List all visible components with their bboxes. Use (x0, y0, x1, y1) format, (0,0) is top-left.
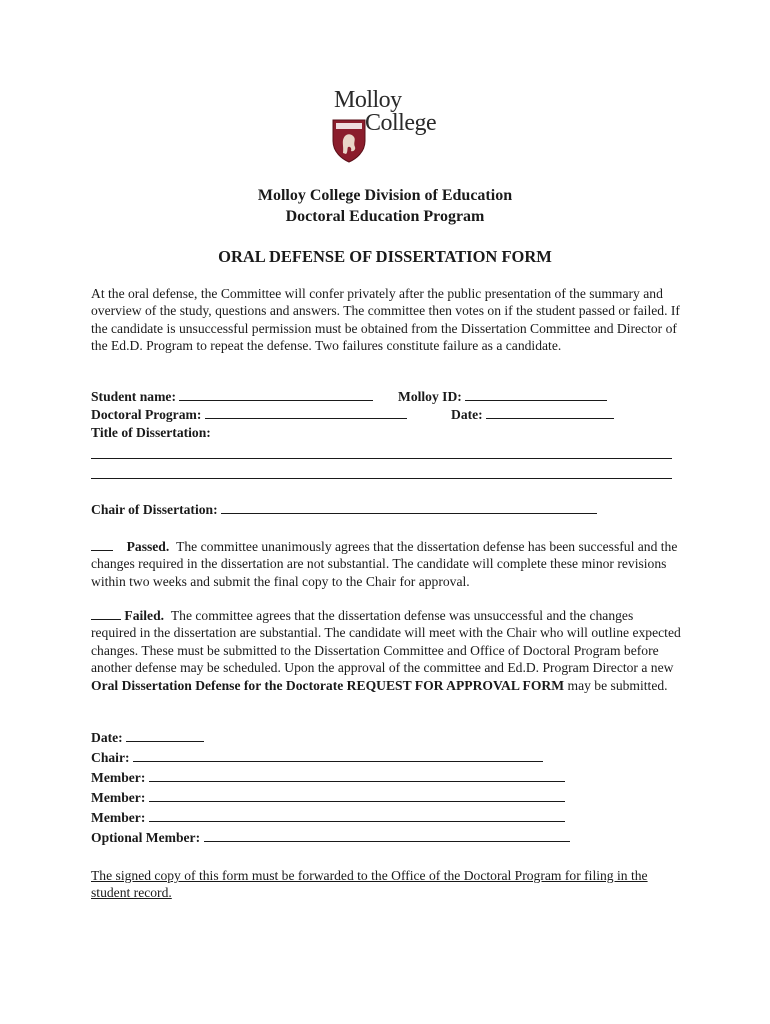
title-line-1[interactable] (91, 458, 672, 459)
request-form-name: Oral Dissertation Defense for the Doctorate REQUEST FOR APPROVAL FORM (91, 677, 565, 693)
chair-of-dissertation-label: Chair of Dissertation: (91, 502, 218, 517)
signature-date-input[interactable] (126, 729, 204, 742)
signature-date-row (91, 729, 204, 746)
optional-member-row (91, 829, 570, 846)
passed-text: The committee unanimously agrees that the dissertation defense has been successful and the changes required in the dissertation are not substantial. The candidate will complete these minor revisions within two weeks and submit the final copy to the Chair for approval. (91, 539, 678, 589)
doctoral-program-label: Doctoral Program: (91, 407, 202, 422)
date-row (451, 406, 614, 423)
division-heading: Molloy College Division of Education (257, 187, 513, 204)
intro-paragraph: At the oral defense, the Committee will confer privately after the public presentation of the summary and overview of the study, questions and answers. The committee then votes on if the student passed or failed. If the candidate is unsuccessful permission must be obtained from the Dissertation Committee and Director of the Ed.D. Program to repeat the defense. Two failures constitute failure as a candidate. (91, 286, 680, 354)
logo-word-college: College (365, 110, 437, 136)
molloy-id-row (398, 388, 607, 405)
failed-checkbox[interactable] (91, 607, 121, 620)
member-2-label: Member: (91, 790, 146, 805)
member-1-row (91, 769, 565, 786)
member-1-label: Member: (91, 770, 146, 785)
failed-paragraph (91, 607, 681, 694)
member-3-row (91, 809, 565, 826)
signature-date-label: Date: (91, 730, 123, 745)
student-name-input[interactable] (179, 388, 373, 401)
chair-signature-label: Chair: (91, 750, 130, 765)
title-of-dissertation-label: Title of Dissertation: (91, 425, 211, 440)
passed-label: Passed. (126, 539, 170, 554)
member-3-input[interactable] (149, 809, 565, 822)
passed-checkbox[interactable] (91, 538, 113, 551)
optional-member-input[interactable] (204, 829, 570, 842)
chair-of-dissertation-input[interactable] (221, 501, 597, 514)
logo-word-molloy: Molloy (334, 87, 402, 113)
date-input[interactable] (486, 406, 614, 419)
program-heading: Doctoral Education Program (285, 208, 485, 225)
form-title: ORAL DEFENSE OF DISSERTATION FORM (218, 247, 552, 266)
molloy-id-label: Molloy ID: (398, 389, 462, 404)
member-2-input[interactable] (149, 789, 565, 802)
optional-member-label: Optional Member: (91, 830, 201, 845)
filing-note: The signed copy of this form must be forwarded to the Office of the Doctoral Program for filing in the student record. (91, 868, 648, 901)
member-1-input[interactable] (149, 769, 565, 782)
student-name-label: Student name: (91, 389, 176, 404)
title-row (91, 424, 211, 441)
molloy-college-logo (332, 87, 442, 171)
molloy-id-input[interactable] (465, 388, 607, 401)
chair-signature-input[interactable] (133, 749, 543, 762)
date-label: Date: (451, 407, 483, 422)
chair-signature-row (91, 749, 543, 766)
student-name-row (91, 388, 373, 405)
title-line-2[interactable] (91, 478, 672, 479)
member-2-row (91, 789, 565, 806)
failed-label: Failed. (124, 608, 165, 623)
failed-text: The committee agrees that the dissertation defense was unsuccessful and the changes required in the dissertation are substantial. The candidate will meet with the Chair who will outline expected changes. These must be submitted to the Dissertation Committee and Office of Doctoral Program before another defense may be scheduled. Upon the approval of the committee and Ed.D. Program Director a new (91, 608, 681, 676)
doctoral-program-row (91, 406, 407, 423)
crest-shield-icon (332, 119, 366, 163)
doctoral-program-input[interactable] (205, 406, 407, 419)
passed-paragraph (91, 538, 681, 590)
chair-of-dissertation-row (91, 501, 597, 518)
failed-tail: may be submitted. (567, 677, 668, 693)
member-3-label: Member: (91, 810, 146, 825)
